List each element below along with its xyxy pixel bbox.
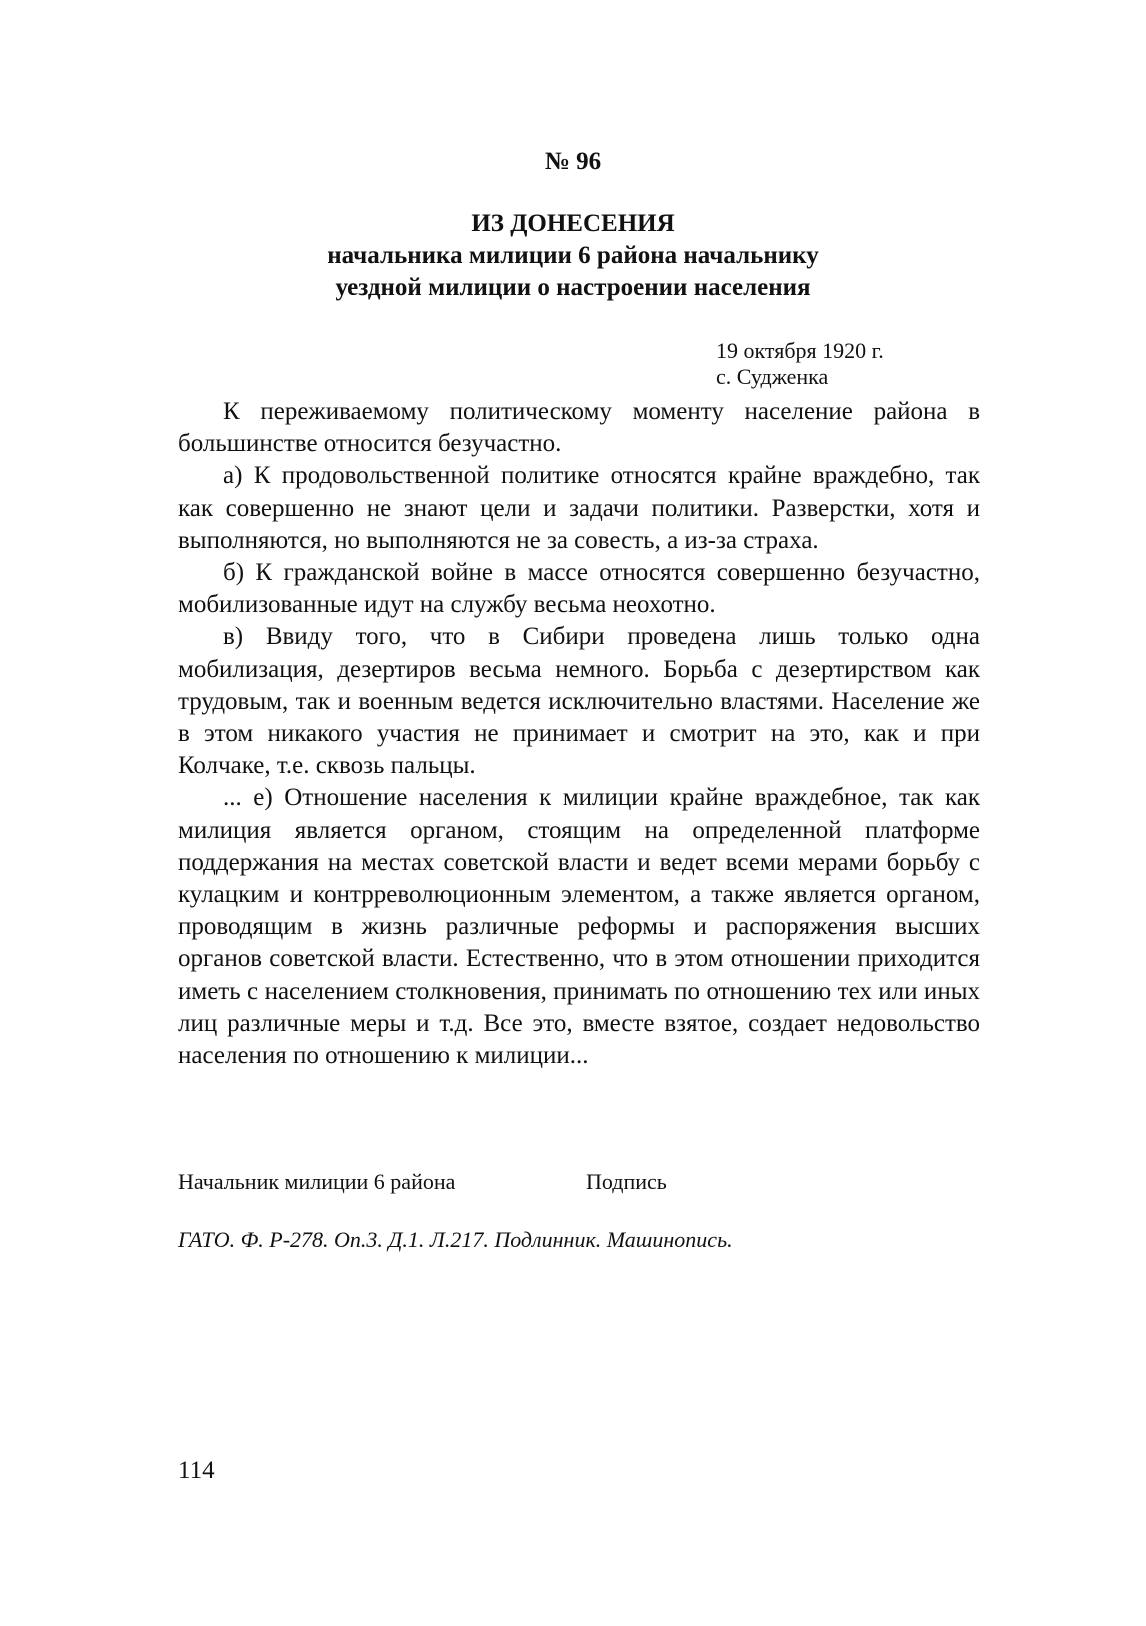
paragraph-e: ... е) Отношение населения к милиции крайне враждебное, так как милиция является органом, стоящим на определенной платформе поддержания на местах советской власти и ведет всеми мерами борьбу с кулацким и контрреволюционным элементом, а также является органом, проводящим в жизнь различные реформы и распоряжения высших органов советской власти. Естественно, что в этом отношении приходится иметь с населением столкновения, принимать по отношению тех или иных лиц различные меры и т.д. Все это, вместе взятое, создает недовольство населения по отношению к милиции... <box>178 784 980 1070</box>
page-number: 114 <box>178 1457 215 1484</box>
signature-role: Начальник милиции 6 района <box>178 1169 456 1194</box>
paragraph-a: а) К продовольственной политике относятся крайне враждебно, так как совершенно не знают цели и задачи политики. Разверстки, хотя и выполняются, но выполняются не за совесть, а из-за страха. <box>178 462 980 554</box>
dateline <box>716 338 884 390</box>
document-number: № 96 <box>544 148 602 175</box>
report-body <box>178 396 980 1072</box>
title-line-3: уездной милиции о настроении населения <box>335 274 811 301</box>
paragraph-b: б) К гражданской войне в массе относятся совершенно безучастно, мобилизованные идут на службу весьма неохотно. <box>178 559 980 619</box>
document-place: с. Судженка <box>716 364 829 389</box>
document-date: 19 октября 1920 г. <box>716 338 884 363</box>
archive-reference: ГАТО. Ф. Р-278. Оп.3. Д.1. Л.217. Подлинник. Машинопись. <box>178 1227 733 1252</box>
signature-mark: Подпись <box>586 1169 667 1194</box>
paragraph-intro: К переживаемому политическому моменту население района в большинстве относится безучастно. <box>178 398 980 458</box>
title-line-1: ИЗ ДОНЕСЕНИЯ <box>471 210 675 237</box>
document-title <box>0 208 1146 304</box>
signature-row <box>178 1168 667 1196</box>
paragraph-v: в) Ввиду того, что в Сибири проведена лишь только одна мобилизация, дезертиров весьма немного. Борьба с дезертирством как трудовым, так и военным ведется исключительно властями. Население же в этом никакого участия не принимает и смотрит на это, как и при Колчаке, т.е. сквозь пальцы. <box>178 623 980 780</box>
title-line-2: начальника милиции 6 района начальнику <box>327 242 819 269</box>
